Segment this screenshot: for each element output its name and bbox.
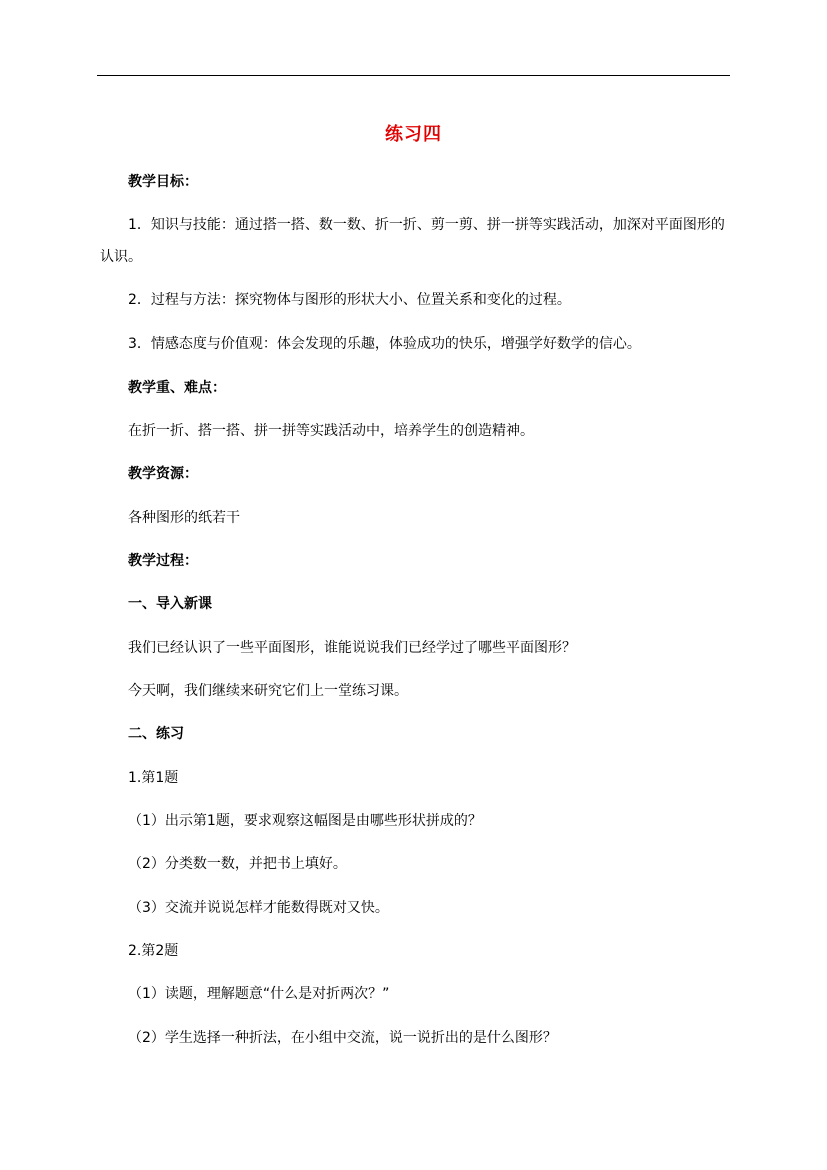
page-title: 练习四 [385, 124, 442, 145]
heading-objectives: 教学目标： [128, 174, 198, 190]
paragraph-resources: 各种图形的纸若干 [128, 510, 240, 526]
heading-resources: 教学资源： [128, 466, 198, 482]
heading-intro: 一、导入新课 [128, 596, 212, 612]
paragraph-objective-2: 2．过程与方法：探究物体与图形的形状大小、位置关系和变化的过程。 [128, 292, 571, 308]
paragraph-intro-2: 今天啊，我们继续来研究它们上一堂练习课。 [128, 683, 408, 699]
heading-key-points: 教学重、难点： [128, 380, 226, 396]
item-question-2: 2.第2题 [128, 943, 179, 959]
paragraph-objective-1: 1．知识与技能：通过搭一搭、数一数、折一折、剪一剪、拼一拼等实践活动，加深对平面图形的认识。 [100, 217, 725, 265]
item-question-1: 1.第1题 [128, 770, 179, 786]
heading-practice: 二、练习 [128, 726, 184, 742]
paragraph-key-points: 在折一折、搭一搭、拼一拼等实践活动中，培养学生的创造精神。 [128, 423, 534, 439]
paragraph-intro-1: 我们已经认识了一些平面图形，谁能说说我们已经学过了哪些平面图形？ [128, 640, 576, 656]
paragraph-objective-3: 3．情感态度与价值观：体会发现的乐趣，体验成功的快乐，增强学好数学的信心。 [128, 336, 641, 352]
heading-process: 教学过程： [128, 553, 198, 569]
item-question-1-step-3: （3）交流并说说怎样才能数得既对又快。 [128, 900, 389, 916]
item-question-2-step-1: （1）读题，理解题意“什么是对折两次？” [128, 986, 390, 1002]
item-question-1-step-2: （2）分类数一数，并把书上填好。 [128, 856, 347, 872]
header-rule [97, 75, 730, 76]
item-question-2-step-2: （2）学生选择一种折法，在小组中交流，说一说折出的是什么图形？ [128, 1030, 557, 1046]
item-question-1-step-1: （1）出示第1题，要求观察这幅图是由哪些形状拼成的？ [128, 813, 482, 829]
